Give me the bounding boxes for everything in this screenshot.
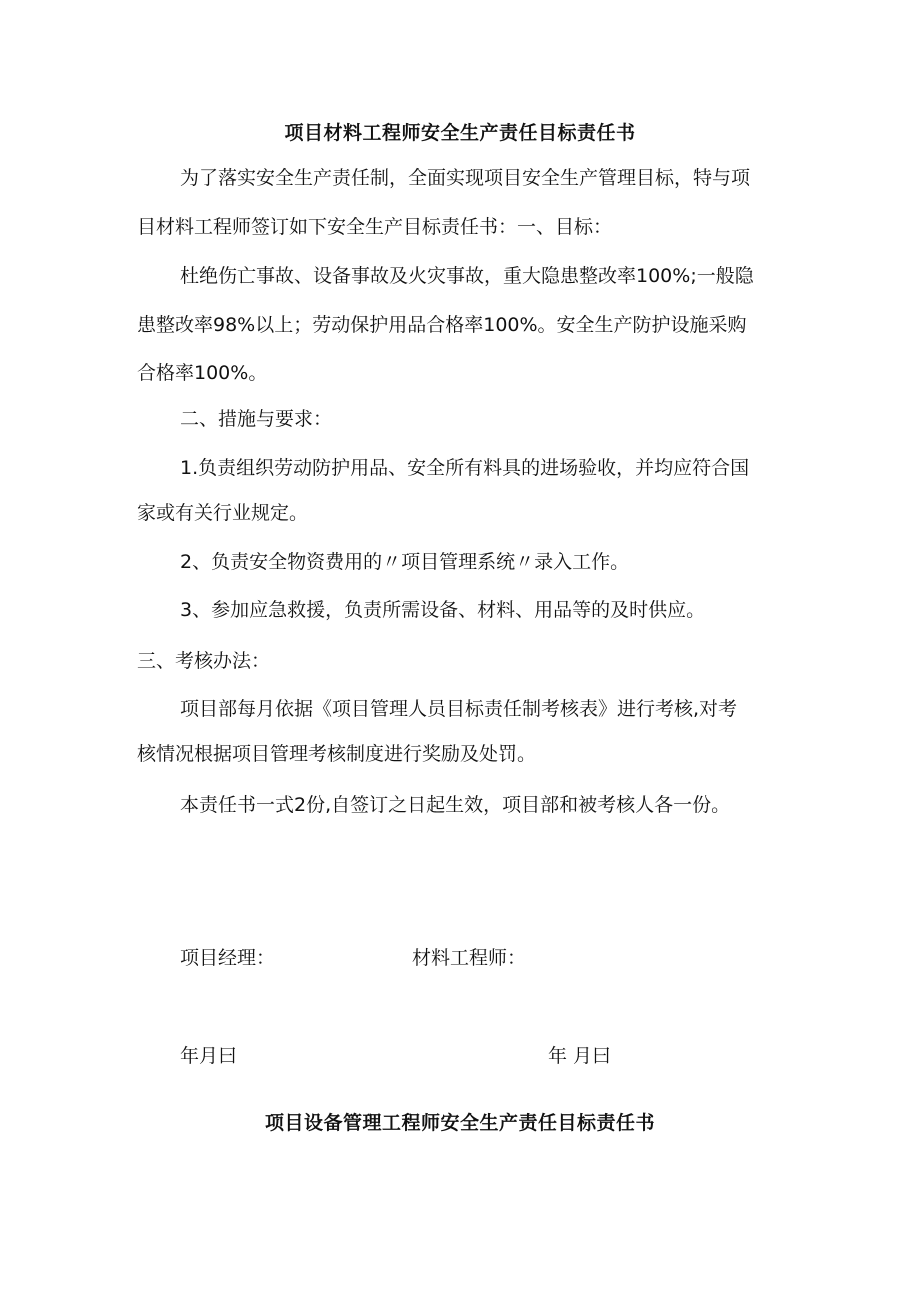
goals-line-2: 患整改率98%以上；劳动保护用品合格率100%。安全生产防护设施采购 (137, 314, 747, 336)
section2-heading: 二、措施与要求： (180, 408, 333, 430)
assessment-line-1: 项目部每月依据《项目管理人员目标责任制考核表》进行考核,对考 (180, 698, 738, 720)
assessment-line-2: 核情况根据项目管理考核制度进行奖励及处罚。 (137, 743, 537, 765)
copies-statement: 本责任书一式2份,自签订之日起生效，项目部和被考核人各一份。 (180, 794, 731, 816)
document-title: 项目材料工程师安全生产责任目标责任书 (284, 122, 636, 144)
engineer-date: 年 月曰 (548, 1045, 612, 1067)
goals-line-3: 合格率100%。 (137, 362, 268, 384)
measure1-line-2: 家或有关行业规定。 (137, 502, 309, 524)
measure1-line-1: 1.负责组织劳动防护用品、安全所有料具的进场验收，并均应符合国 (180, 457, 750, 479)
manager-date: 年月曰 (180, 1045, 238, 1067)
measure2: 2、负责安全物资费用的〃项目管理系统〃录入工作。 (180, 551, 630, 573)
intro-line-1: 为了落实安全生产责任制，全面实现项目安全生产管理目标，特与项 (180, 167, 751, 189)
intro-line-2: 目材料工程师签订如下安全生产目标责任书：一、目标： (137, 216, 613, 238)
material-engineer-label: 材料工程师： (412, 947, 527, 969)
project-manager-label: 项目经理： (180, 947, 276, 969)
section3-heading: 三、考核办法： (137, 650, 271, 672)
goals-line-1: 杜绝伤亡事故、设备事故及火灾事故，重大隐患整改率100%;一般隐 (180, 265, 754, 287)
next-document-title: 项目设备管理工程师安全生产责任目标责任书 (264, 1112, 655, 1134)
measure3: 3、参加应急救援，负责所需设备、材料、用品等的及时供应。 (180, 599, 706, 621)
